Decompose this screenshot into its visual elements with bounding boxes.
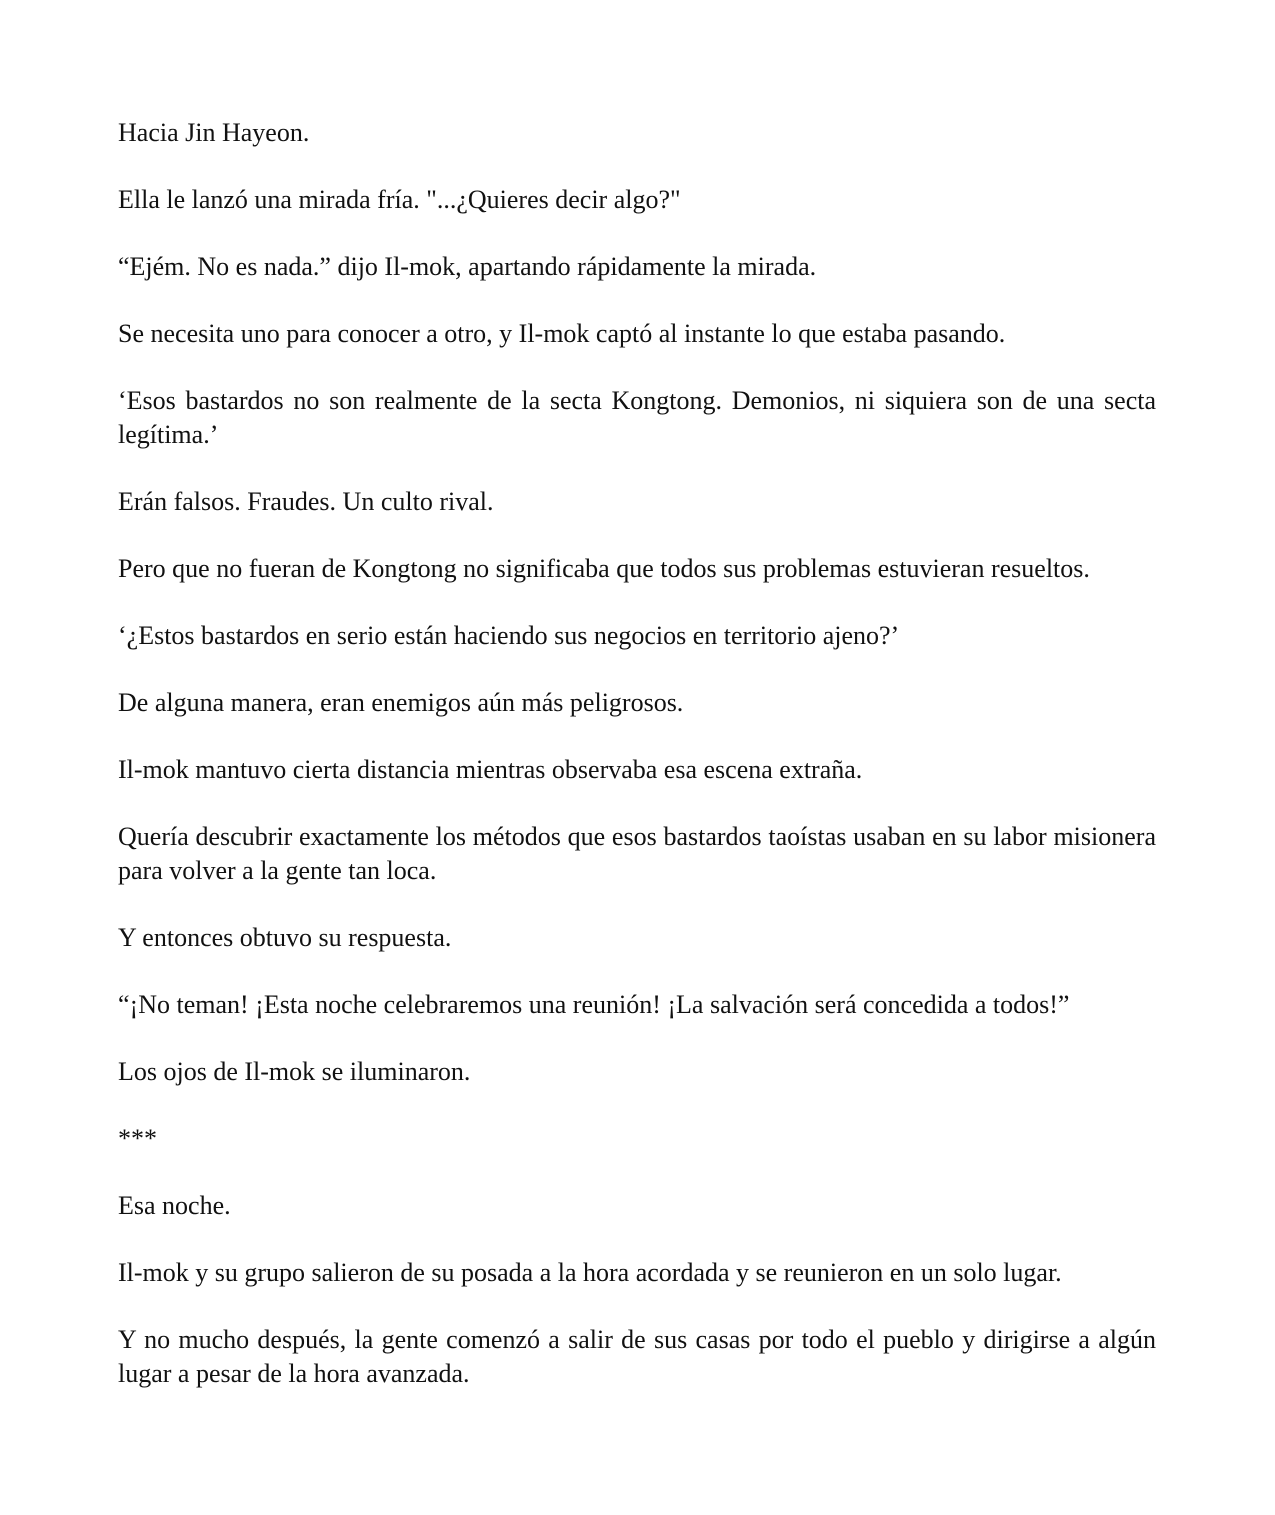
paragraph-8: ‘¿Estos bastardos en serio están haciendo sus negocios en territorio ajeno?’ — [118, 621, 900, 650]
paragraph-4: Se necesita uno para conocer a otro, y Il-mok captó al instante lo que estaba pasando. — [118, 319, 1006, 348]
paragraph-14: Los ojos de Il-mok se iluminaron. — [118, 1057, 471, 1086]
paragraph-15: Esa noche. — [118, 1191, 231, 1220]
paragraph-2: Ella le lanzó una mirada fría. "...¿Quieres decir algo?" — [118, 185, 681, 214]
paragraph-7: Pero que no fueran de Kongtong no significaba que todos sus problemas estuvieran resueltos. — [118, 554, 1090, 583]
paragraph-3: “Ejém. No es nada.” dijo Il-mok, apartando rápidamente la mirada. — [118, 252, 817, 281]
paragraph-13: “¡No teman! ¡Esta noche celebraremos una reunión! ¡La salvación será concedida a todos!” — [118, 990, 1070, 1019]
document-page — [118, 116, 1156, 1424]
paragraph-11: Quería descubrir exactamente los métodos que esos bastardos taoístas usaban en su labor misionera para volver a la gente tan loca. — [118, 822, 1156, 885]
paragraph-10: Il-mok mantuvo cierta distancia mientras observaba esa escena extraña. — [118, 755, 863, 784]
paragraph-16: Il-mok y su grupo salieron de su posada a la hora acordada y se reunieron en un solo lugar. — [118, 1258, 1062, 1287]
scene-break: *** — [118, 1124, 157, 1153]
paragraph-12: Y entonces obtuvo su respuesta. — [118, 923, 452, 952]
paragraph-5: ‘Esos bastardos no son realmente de la secta Kongtong. Demonios, ni siquiera son de una secta legítima.’ — [118, 386, 1156, 449]
paragraph-1: Hacia Jin Hayeon. — [118, 118, 310, 147]
paragraph-6: Erán falsos. Fraudes. Un culto rival. — [118, 487, 494, 516]
paragraph-17: Y no mucho después, la gente comenzó a salir de sus casas por todo el pueblo y dirigirse a algún lugar a pesar de la hora avanzada. — [118, 1325, 1156, 1388]
paragraph-9: De alguna manera, eran enemigos aún más peligrosos. — [118, 688, 684, 717]
